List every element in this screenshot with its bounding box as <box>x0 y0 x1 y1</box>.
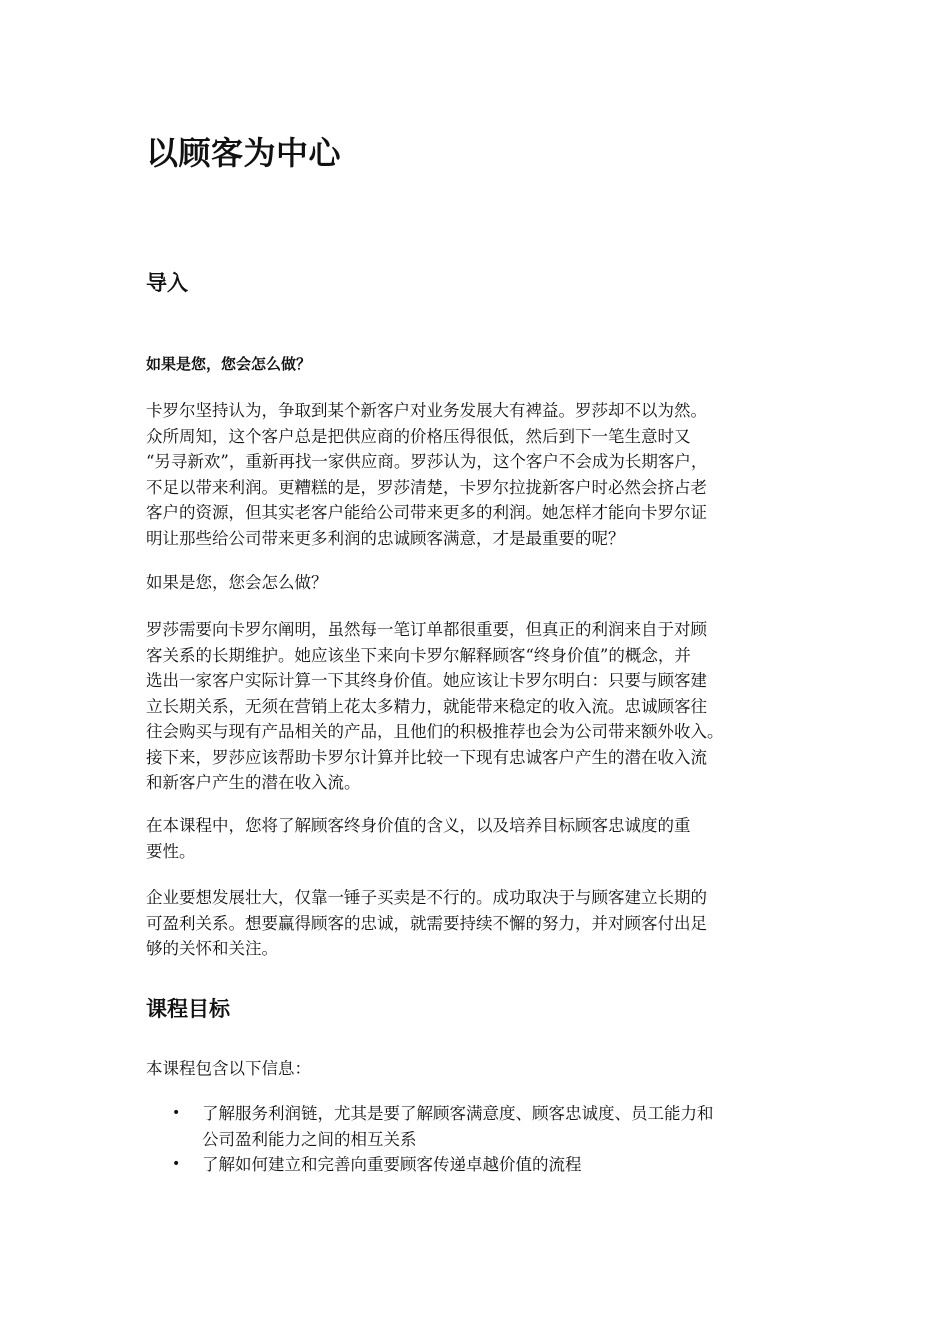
bullet-icon: • <box>172 1156 181 1172</box>
page-title: 以顾客为中心 <box>146 134 342 172</box>
intro-paragraph-3 <box>146 617 810 796</box>
intro-subheading: 如果是您，您会怎么做？ <box>146 355 312 373</box>
text-line: 往会购买与现有产品相关的产品，且他们的积极推荐也会为公司带来额外收入。 <box>146 722 724 741</box>
text-line: 公司盈利能力之间的相互关系 <box>202 1129 417 1149</box>
list-item <box>146 1101 810 1152</box>
text-line: 客关系的长期维护。她应该坐下来向卡罗尔解释顾客“终身价值”的概念，并 <box>146 645 691 665</box>
text-line: 企业要想发展壮大，仅靠一锤子买卖是不行的。成功取决于与顾客建立长期的 <box>146 888 707 907</box>
objectives-lead <box>146 1056 810 1082</box>
text-line: 立长期关系，无须在营销上花太多精力，就能带来稳定的收入流。忠诚顾客往 <box>146 696 707 716</box>
text-line: 可盈利关系。想要赢得顾客的忠诚，就需要持续不懈的努力，并对顾客付出足 <box>146 913 707 933</box>
text-line: 如果是您，您会怎么做？ <box>146 573 328 592</box>
text-line: 卡罗尔坚持认为，争取到某个新客户对业务发展大有裨益。罗莎却不以为然。 <box>146 401 707 420</box>
text-line: “另寻新欢”，重新再找一家供应商。罗莎认为，这个客户不会成为长期客户， <box>146 452 708 471</box>
text-line: 选出一家客户实际计算一下其终身价值。她应该让卡罗尔明白：只要与顾客建 <box>146 671 707 690</box>
text-line: 要性。 <box>146 841 196 861</box>
text-line: 众所周知，这个客户总是把供应商的价格压得很低，然后到下一笔生意时又 <box>146 426 691 446</box>
text-line: 了解如何建立和完善向重要顾客传递卓越价值的流程 <box>202 1155 582 1174</box>
text-line: 在本课程中，您将了解顾客终身价值的含义，以及培养目标顾客忠诚度的重 <box>146 816 691 835</box>
intro-paragraph-4 <box>146 813 810 864</box>
text-line: 罗莎需要向卡罗尔阐明，虽然每一笔订单都很重要，但真正的利润来自于对顾 <box>146 620 707 639</box>
text-line: 客户的资源，但其实老客户能给公司带来更多的利润。她怎样才能向卡罗尔证 <box>146 503 707 522</box>
section-heading-intro: 导入 <box>146 271 188 295</box>
section-heading-objectives: 课程目标 <box>146 997 230 1021</box>
text-line: 明让那些给公司带来更多利润的忠诚顾客满意，才是最重要的呢？ <box>146 528 625 548</box>
text-line: 了解服务利润链，尤其是要了解顾客满意度、顾客忠诚度、员工能力和 <box>202 1104 714 1123</box>
intro-paragraph-5 <box>146 885 810 962</box>
list-item <box>146 1152 810 1178</box>
text-line: 不足以带来利润。更糟糕的是，罗莎清楚，卡罗尔拉拢新客户时必然会挤占老 <box>146 477 707 497</box>
text-line: 本课程包含以下信息： <box>146 1059 311 1078</box>
objectives-list <box>146 1101 810 1178</box>
text-line: 接下来，罗莎应该帮助卡罗尔计算并比较一下现有忠诚客户产生的潜在收入流 <box>146 747 707 767</box>
intro-paragraph-1 <box>146 398 810 551</box>
intro-paragraph-2 <box>146 570 810 596</box>
text-line: 和新客户产生的潜在收入流。 <box>146 773 361 792</box>
bullet-icon: • <box>172 1105 181 1121</box>
text-line: 够的关怀和关注。 <box>146 939 278 958</box>
